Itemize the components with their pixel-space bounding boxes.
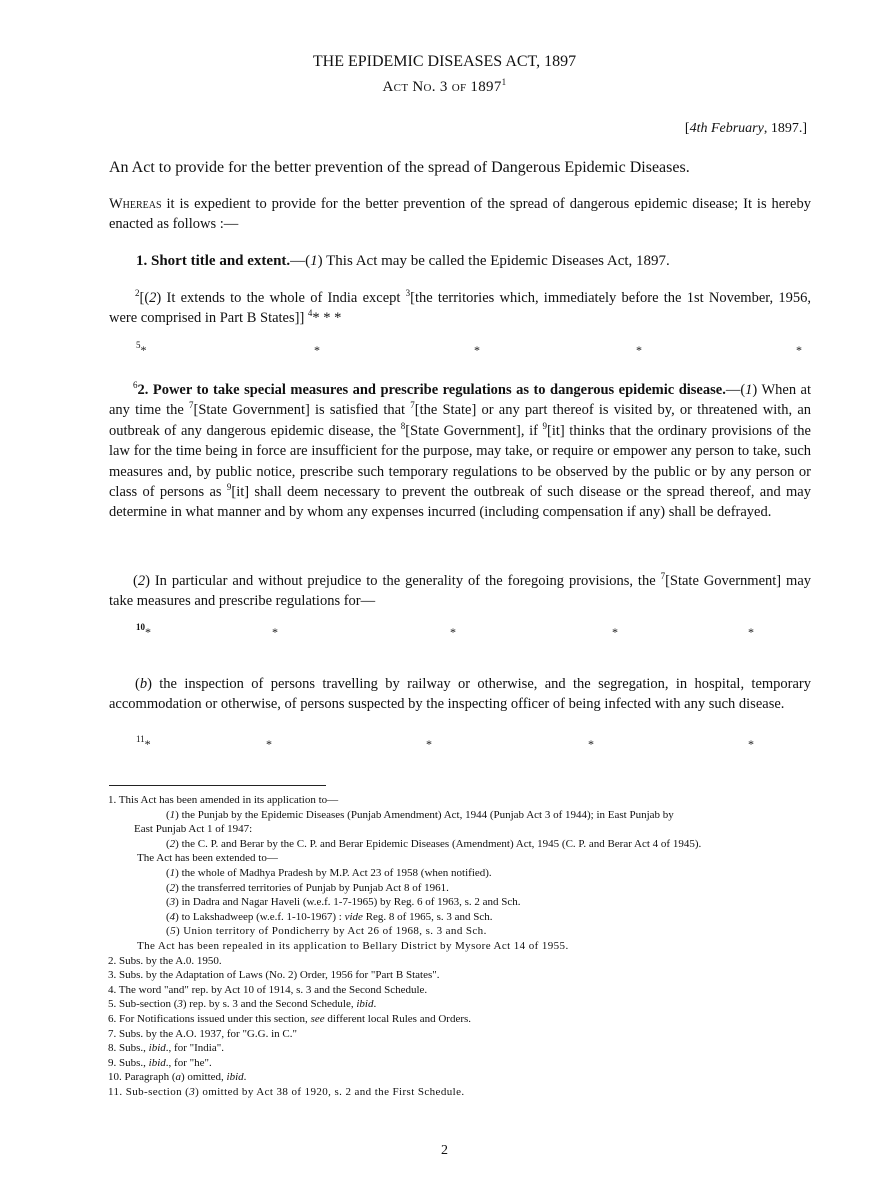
footnote-3: 3. Subs. by the Adaptation of Laws (No. 2) Order, 1956 for "Part B States". bbox=[108, 969, 440, 982]
footnote-ref: 10 bbox=[136, 622, 145, 632]
section-2-subsection-2 bbox=[109, 571, 811, 611]
item-number: 1 bbox=[169, 866, 176, 879]
section-1-heading: 1. Short title and extent. bbox=[136, 253, 291, 269]
section-1 bbox=[136, 253, 806, 270]
text: [State Government] may take measures and prescribe regulations for— bbox=[109, 573, 812, 609]
footnote-ref: 6 bbox=[133, 380, 138, 390]
text: [the State] or any part thereof is visited by, or threatened with, an outbreak of any dangerous epidemic disease, the bbox=[109, 402, 812, 439]
text: 9. Subs., bbox=[108, 1056, 149, 1069]
text: ) the Punjab by the Epidemic Diseases (Punjab Amendment) Act, 1944 (Punjab Act 3 of 1944); in East Punjab by bbox=[175, 808, 674, 821]
text: ) the C. P. and Berar by the C. P. and Berar Epidemic Diseases (Amendment) Act, 1945 (C. P. and Berar Act 4 of 1945). bbox=[175, 837, 702, 850]
page-number: 2 bbox=[441, 1143, 448, 1158]
date-year: , 1897.] bbox=[763, 121, 807, 136]
text: ) When at any time the bbox=[109, 382, 811, 419]
text: ) Union territory of Pondicherry by Act 26 of 1968, s. 3 and Sch. bbox=[175, 925, 487, 938]
text: ) in Dadra and Nagar Haveli (w.e.f. 1-7-1965) by Reg. 6 of 1963, s. 2 and Sch. bbox=[175, 896, 521, 909]
bracket: [( bbox=[139, 290, 150, 306]
subsection-number: 2 bbox=[149, 290, 157, 306]
text: [State Government] is satisfied that bbox=[193, 402, 411, 419]
bracket: ( bbox=[135, 676, 140, 692]
omission-star: * bbox=[272, 625, 278, 639]
date-day-month: 4th February bbox=[689, 121, 764, 136]
text: [the territories which, immediately before the 1st November, 1956, were comprised in Part B States]] bbox=[109, 290, 811, 326]
ibid: ibid bbox=[148, 1042, 166, 1055]
item-number: 3 bbox=[169, 896, 176, 909]
omission-row bbox=[136, 340, 806, 361]
footnote-7: 7. Subs. by the A.O. 1937, for "G.G. in C." bbox=[108, 1027, 297, 1040]
subsection-number: 1 bbox=[310, 253, 318, 269]
text: 8. Subs., bbox=[108, 1042, 149, 1055]
star: * bbox=[144, 737, 151, 751]
omission-star: * bbox=[474, 343, 480, 357]
item-letter: a bbox=[175, 1071, 182, 1084]
footnote-ref: 9 bbox=[542, 420, 548, 431]
omission-row bbox=[136, 622, 806, 643]
text: ( bbox=[166, 837, 170, 850]
footnote-line: The Act has been repealed in its application to Bellary District by Mysore Act 14 of 1955. bbox=[137, 939, 569, 952]
section-1-text: ) This Act may be called the Epidemic Diseases Act, 1897. bbox=[317, 253, 670, 269]
footnote-ref: 4 bbox=[307, 308, 313, 318]
text: 6. For Notifications issued under this section, bbox=[108, 1012, 311, 1025]
footnote-line bbox=[108, 895, 808, 910]
preamble-whereas: Whereas bbox=[109, 196, 162, 212]
text: . bbox=[373, 998, 377, 1011]
text: [State Government], if bbox=[405, 422, 543, 439]
act-number-text: Act No. 3 of 1897 bbox=[382, 79, 502, 95]
act-title: THE EPIDEMIC DISEASES ACT, 1897 bbox=[312, 53, 577, 70]
omission-stars: * * * bbox=[312, 310, 342, 326]
section-1-dash: —( bbox=[290, 253, 311, 269]
footnote-ref: 5 bbox=[136, 340, 141, 350]
footnote-line bbox=[108, 808, 808, 823]
omission-star: * bbox=[588, 737, 594, 751]
footnote-ref: 7 bbox=[660, 571, 666, 581]
footnotes bbox=[108, 793, 808, 1099]
star: * bbox=[140, 343, 147, 357]
text: 11. Sub-section ( bbox=[108, 1085, 190, 1098]
omission-star: * bbox=[314, 343, 320, 357]
bracket: ( bbox=[133, 573, 138, 589]
footnote-ref: 8 bbox=[400, 420, 406, 431]
text: 10. Paragraph ( bbox=[108, 1071, 176, 1084]
text: . bbox=[243, 1071, 247, 1084]
footnote-line bbox=[108, 866, 808, 881]
item-number: 2 bbox=[169, 837, 176, 850]
footnote-11 bbox=[108, 1085, 808, 1100]
omission-star: * bbox=[636, 343, 642, 357]
footnote-ref: 9 bbox=[226, 482, 232, 493]
ibid: ibid bbox=[226, 1071, 244, 1084]
footnote-ref: 1 bbox=[501, 77, 507, 87]
text: [it] shall deem necessary to prevent the outbreak of such disease or the spread thereof, and may determine in what manner and by whom any expenses incurred (including compensation if any) shall be defrayed. bbox=[109, 484, 811, 521]
text: 5. Sub-section ( bbox=[108, 998, 178, 1011]
footnote-line bbox=[108, 910, 808, 925]
omission-row bbox=[136, 734, 806, 755]
ibid: ibid bbox=[148, 1056, 166, 1069]
footnote-5 bbox=[108, 997, 808, 1012]
star: * bbox=[145, 625, 151, 639]
text: ) omitted by Act 38 of 1920, s. 2 and the First Schedule. bbox=[195, 1085, 465, 1098]
date-bracket: [ bbox=[684, 121, 690, 136]
omission-star bbox=[136, 734, 151, 752]
footnote-line: The Act has been extended to— bbox=[137, 852, 278, 865]
clause-letter: b bbox=[139, 676, 148, 692]
omission-star: * bbox=[748, 625, 754, 639]
text: [it] thinks that the ordinary provisions of the law for the time being in force are insufficient for the purpose, may take, or require or empower any person to take, such measures and, by public notice, prescribe such temporary regulations to be observed by the public or by any person or class of persons as bbox=[109, 422, 811, 501]
footnote-ref: 7 bbox=[188, 400, 194, 411]
text: ) In particular and without prejudice to the generality of the foregoing provisions, the bbox=[145, 573, 661, 589]
footnote-4: 4. The word "and" rep. by Act 10 of 1914, s. 3 and the Second Schedule. bbox=[108, 983, 428, 996]
text: ) to Lakshadweep (w.e.f. 1-10-1967) : bbox=[175, 910, 345, 923]
footnote-line bbox=[108, 837, 808, 852]
preamble bbox=[109, 194, 811, 234]
item-number: 3 bbox=[177, 998, 183, 1011]
footnote-8 bbox=[108, 1041, 808, 1056]
footnote-ref: 7 bbox=[410, 400, 415, 411]
footnote-ref: 3 bbox=[405, 288, 411, 298]
text: different local Rules and Orders. bbox=[324, 1012, 472, 1025]
text: ) omitted, bbox=[181, 1071, 227, 1084]
footnote-divider bbox=[109, 785, 326, 786]
omission-star: * bbox=[612, 625, 618, 639]
text: ( bbox=[166, 881, 170, 894]
footnote-1: 1. This Act has been amended in its application to— bbox=[108, 794, 339, 806]
text: ., for "he". bbox=[165, 1056, 212, 1069]
footnote-10 bbox=[108, 1070, 808, 1085]
section-1-subsection-2 bbox=[109, 288, 811, 328]
text: ( bbox=[166, 910, 170, 923]
preamble-text: it is expedient to provide for the better prevention of the spread of dangerous epidemic disease; It is hereby enacted as follows :— bbox=[109, 196, 811, 232]
footnote-ref: 2 bbox=[135, 288, 140, 298]
vide: vide bbox=[344, 910, 363, 923]
item-number: 3 bbox=[189, 1085, 196, 1098]
text: Reg. 8 of 1965, s. 3 and Sch. bbox=[362, 910, 493, 923]
clause-b bbox=[109, 674, 811, 714]
omission-star: * bbox=[796, 343, 802, 357]
footnote-2: 2. Subs. by the A.0. 1950. bbox=[108, 954, 222, 967]
omission-star bbox=[136, 340, 147, 358]
text: ( bbox=[166, 925, 171, 938]
text: ( bbox=[166, 896, 170, 909]
item-number: 2 bbox=[169, 881, 176, 894]
footnote-9 bbox=[108, 1056, 808, 1071]
long-title: An Act to provide for the better prevention of the spread of Dangerous Epidemic Diseases. bbox=[109, 159, 690, 176]
subsection-number: 1 bbox=[745, 382, 753, 398]
footnote-line: East Punjab Act 1 of 1947: bbox=[134, 823, 253, 836]
text: ( bbox=[166, 866, 170, 879]
omission-star: * bbox=[748, 737, 754, 751]
section-2 bbox=[109, 380, 811, 523]
omission-star: * bbox=[450, 625, 456, 639]
text: ) rep. by s. 3 and the Second Schedule, bbox=[182, 998, 357, 1011]
footnote-6 bbox=[108, 1012, 808, 1027]
footnote-ref: 11 bbox=[136, 734, 145, 744]
text: ) the transferred territories of Punjab by Punjab Act 8 of 1961. bbox=[175, 881, 449, 894]
text: ., for "India". bbox=[165, 1042, 224, 1055]
enactment-date bbox=[685, 121, 807, 137]
dash: —( bbox=[725, 382, 746, 398]
see: see bbox=[310, 1012, 325, 1025]
text: ) It extends to the whole of India except bbox=[156, 290, 406, 306]
omission-star bbox=[136, 622, 151, 640]
footnote-line bbox=[108, 881, 808, 896]
subsection-number: 2 bbox=[137, 573, 146, 589]
omission-star: * bbox=[426, 737, 432, 751]
ibid: ibid bbox=[356, 998, 374, 1011]
item-number: 1 bbox=[169, 808, 176, 821]
text: ) the whole of Madhya Pradesh by M.P. Act 23 of 1958 (when notified). bbox=[175, 866, 492, 879]
act-number bbox=[0, 79, 889, 96]
item-number: 5 bbox=[170, 925, 176, 938]
omission-star: * bbox=[266, 737, 272, 751]
item-number: 4 bbox=[169, 910, 176, 923]
text: ( bbox=[166, 808, 170, 821]
footnote-line bbox=[108, 924, 808, 939]
text: ) the inspection of persons travelling by railway or otherwise, and the segregation, in hospital, temporary accommodation or otherwise, of persons suspected by the inspecting officer of being infected with any such disease. bbox=[109, 676, 811, 712]
section-2-heading: 2. Power to take special measures and prescribe regulations as to dangerous epidemic disease. bbox=[137, 382, 726, 398]
